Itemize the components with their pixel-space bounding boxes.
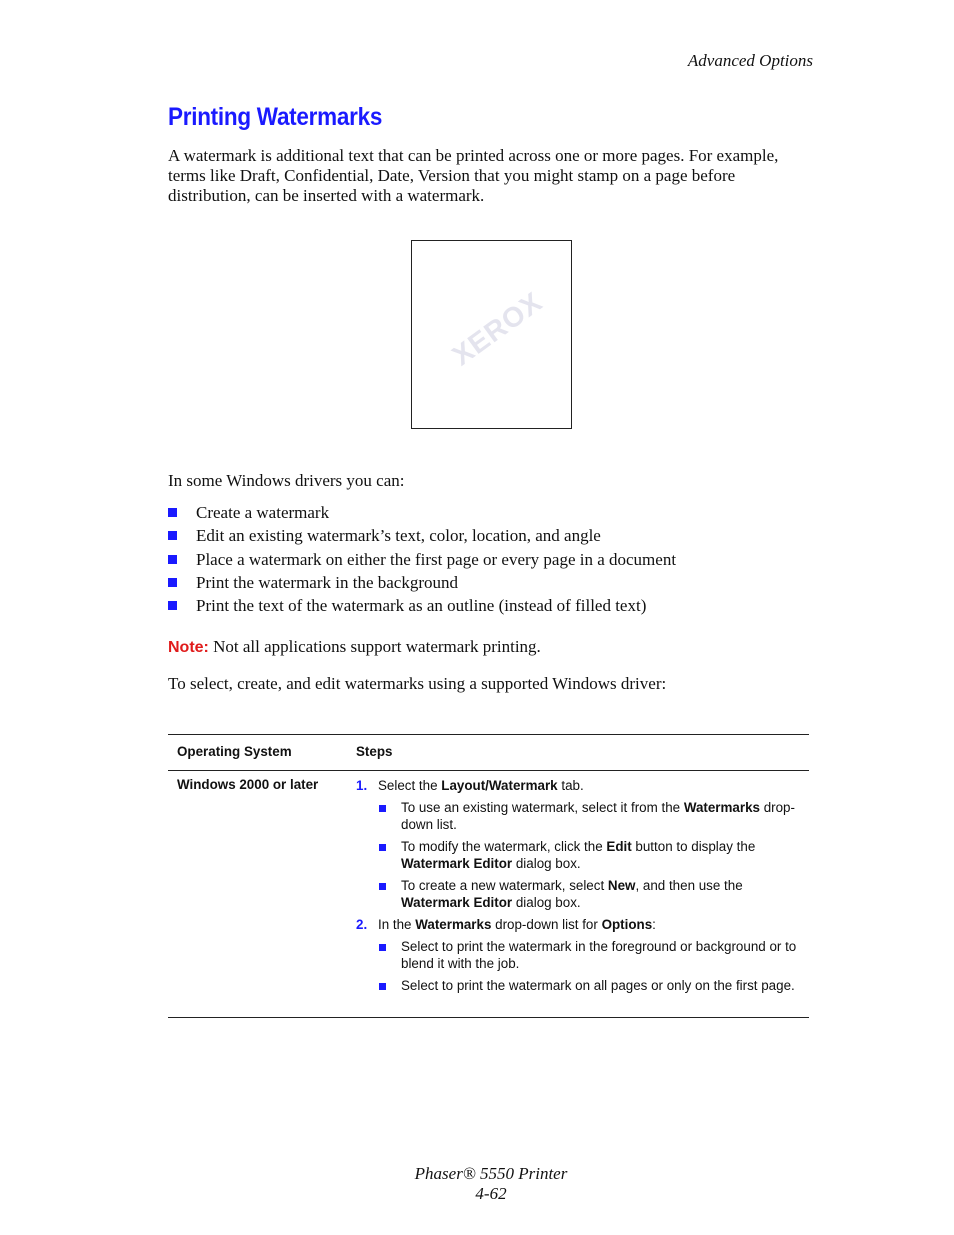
sub-bold: Watermark Editor [401, 895, 513, 910]
sub-step [356, 838, 801, 872]
watermark-illustration [411, 240, 572, 429]
list-item [168, 573, 676, 596]
sub-bold: Watermark Editor [401, 856, 513, 871]
bullet-square-icon [168, 578, 177, 587]
footer-page-number: 4-62 [475, 1184, 507, 1203]
page-footer [0, 1164, 954, 1204]
sub-text: , and then use the [635, 878, 743, 893]
list-item-text: Print the text of the watermark as an outline (instead of filled text) [196, 596, 647, 616]
list-item [168, 503, 676, 526]
steps-table [168, 734, 809, 1018]
step-text: In the [378, 917, 416, 932]
note-text: Not all applications support watermark printing. [213, 637, 541, 656]
sub-text: Select to print the watermark in the foreground or background or to blend it with the job. [401, 939, 797, 971]
step-bold: Layout/Watermark [441, 778, 558, 793]
step-bold: Watermarks [415, 917, 492, 932]
sub-step [356, 799, 801, 833]
list-item-text: Print the watermark in the background [196, 572, 459, 592]
step-number: 1. [356, 778, 368, 793]
bullet-square-icon [168, 508, 177, 517]
list-item-text: Edit an existing watermark’s text, color, location, and angle [196, 526, 601, 546]
note-label: Note: [168, 639, 209, 656]
footer-product: Phaser® 5550 Printer [414, 1164, 568, 1183]
lead-paragraph: In some Windows drivers you can: [168, 471, 405, 490]
page-title: Printing Watermarks [168, 103, 383, 131]
watermark-text: XEROX [446, 285, 549, 372]
steps-cell [356, 777, 801, 999]
sub-step [356, 938, 801, 972]
step-text: : [652, 917, 656, 932]
bullet-square-icon [379, 805, 386, 812]
table-row [168, 771, 809, 1017]
sub-text: To create a new watermark, select [401, 878, 608, 893]
column-header-steps: Steps [356, 744, 393, 759]
bullet-square-icon [379, 844, 386, 851]
sub-text: To modify the watermark, click the [401, 839, 607, 854]
step-number: 2. [356, 917, 368, 932]
list-item-text: Place a watermark on either the first page or every page in a document [196, 549, 677, 569]
sub-bold: Watermarks [683, 800, 760, 815]
sub-text: drop-down list. [401, 800, 795, 832]
list-item [168, 550, 676, 573]
sub-step [356, 877, 801, 911]
bullet-square-icon [379, 883, 386, 890]
bullet-square-icon [379, 944, 386, 951]
bullet-square-icon [379, 983, 386, 990]
sub-text: button to display the [631, 839, 756, 854]
bullet-square-icon [168, 555, 177, 564]
sub-text: Select to print the watermark on all pages or only on the first page. [401, 978, 795, 993]
sub-text: dialog box. [512, 895, 581, 910]
list-item [168, 526, 676, 549]
step-2 [356, 916, 801, 933]
step-bold: Options [601, 917, 653, 932]
step-1 [356, 777, 801, 794]
sub-text: dialog box. [512, 856, 581, 871]
list-item [168, 596, 676, 619]
running-header: Advanced Options [687, 51, 813, 70]
sub-bold: New [607, 878, 636, 893]
bullet-square-icon [168, 531, 177, 540]
note [168, 637, 541, 657]
select-paragraph: To select, create, and edit watermarks using a supported Windows driver: [168, 674, 667, 693]
column-header-os: Operating System [177, 744, 292, 759]
bullet-square-icon [168, 601, 177, 610]
sub-text: To use an existing watermark, select it from the [401, 800, 684, 815]
sub-bold: Edit [606, 839, 632, 854]
list-item-text: Create a watermark [196, 503, 330, 522]
table-header-row [168, 735, 809, 771]
feature-list [168, 503, 676, 619]
step-text: tab. [557, 778, 584, 793]
step-text: drop-down list for [491, 917, 602, 932]
step-text: Select the [378, 778, 442, 793]
os-cell: Windows 2000 or later [177, 777, 319, 792]
intro-paragraph: A watermark is additional text that can be printed across one or more pages. For example, terms like Draft, Confidential, Date, Version that you might stamp on a page before distribution, can be inserted with a watermark. [168, 146, 779, 205]
sub-step [356, 977, 801, 994]
